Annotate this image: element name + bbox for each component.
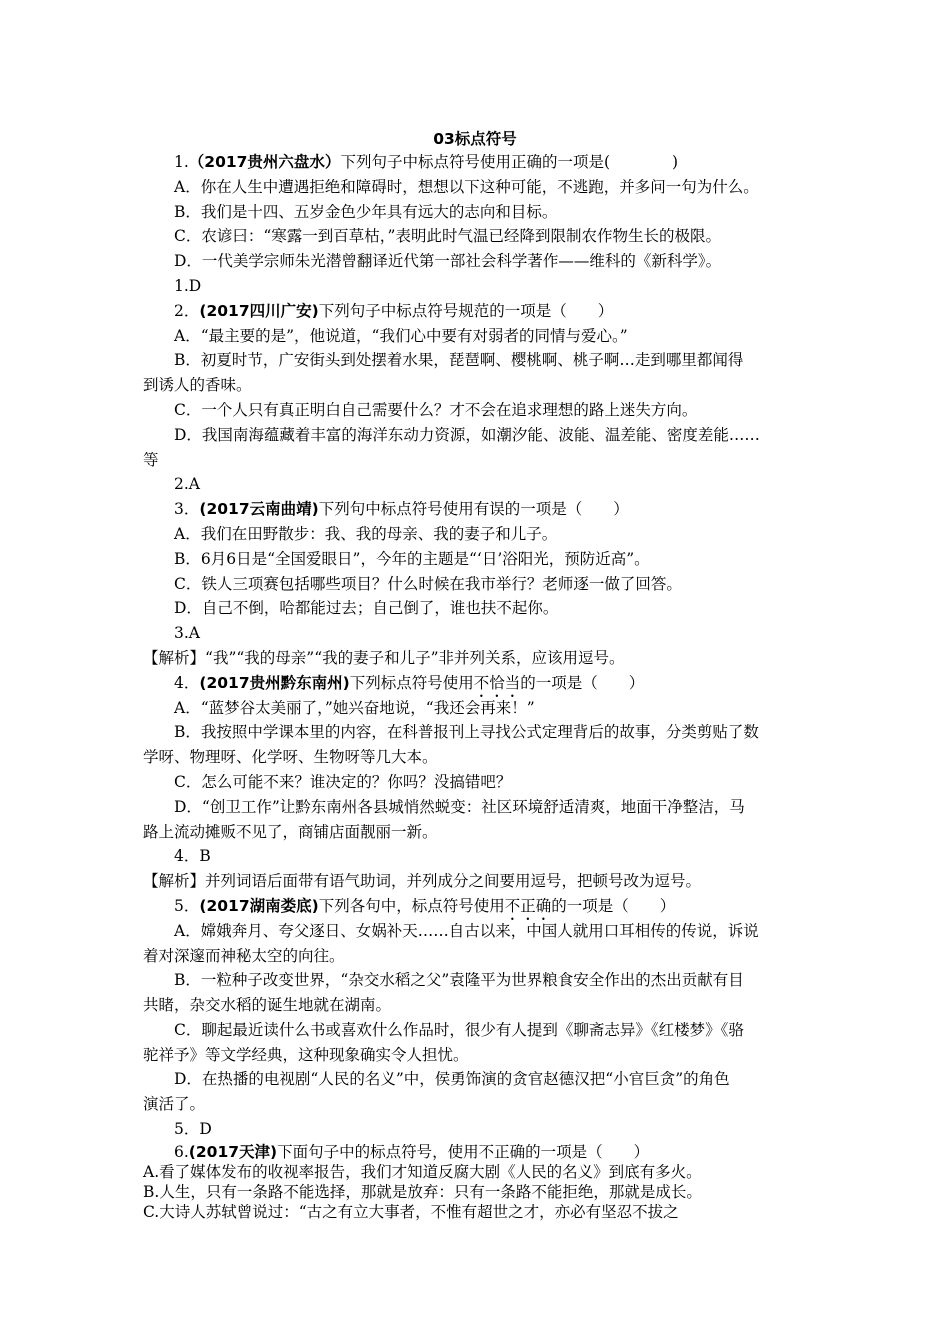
page-title: 03标点符号: [433, 130, 517, 148]
question-text: 下列标点符号使用: [349, 673, 474, 692]
option-a: A．“蓝梦谷太美丽了，”她兴奋地说，“我还会再来！”: [174, 698, 535, 717]
question-source: (2017云南曲靖): [199, 500, 319, 519]
option-b: B．一粒种子改变世界，“杂交水稻之父”袁隆平为世界粮食安全作出的杰出贡献有目: [174, 971, 744, 990]
answer: 3.A: [174, 624, 200, 643]
question-number: 4．: [174, 673, 200, 692]
question-source: (2017四川广安): [199, 301, 319, 320]
question-stem: [143, 299, 808, 324]
question-text: 下面句子中的标点符号，使用不正确的一项是（ ）: [277, 1142, 650, 1161]
question-text-end: 的一项是（ ）: [551, 896, 676, 915]
option-b: B．我按照中学课本里的内容，在科普报刊上寻找公式定理背后的故事，分类剪贴了数: [174, 723, 759, 742]
question-text: 下列各句中，标点符号使用: [318, 896, 505, 915]
question-number: 3．: [174, 500, 200, 519]
option-a: A．我们在田野散步：我、我的母亲、我的妻子和儿子。: [174, 524, 558, 543]
option-b: B.人生，只有一条路不能选择，那就是放弃：只有一条路不能拒绝，那就是成长。: [143, 1182, 702, 1201]
analysis-tag: 【解析】: [143, 872, 206, 891]
question-stem: [143, 671, 808, 696]
question-number: 2．: [174, 301, 200, 320]
analysis: [143, 869, 808, 894]
answer: 5．D: [174, 1120, 212, 1139]
question-source: (2017贵州黔东南州): [199, 673, 350, 692]
question-source: （2017贵州六盘水）: [188, 153, 341, 171]
question-stem: [143, 894, 808, 919]
question-stem: [143, 150, 808, 175]
option-a: A．“最主要的是”，他说道，“我们心中要有对弱者的同情与爱心。”: [174, 326, 628, 345]
option-a: A．嫦娥奔月、夸父逐日、女娲补天……自古以来，中国人就用口耳相传的传说，诉说: [174, 921, 759, 940]
option-b-cont: 学呀、物理呀、化学呀、生物呀等几大本。: [143, 748, 438, 767]
option-c: C．一个人只有真正明白自己需要什么？才不会在追求理想的路上迷失方向。: [174, 400, 698, 419]
question-text: 下列句中标点符号使用有误的一项是（ ）: [318, 500, 629, 519]
question-text-end: 的一项是（ ）: [520, 673, 645, 692]
question-number: 1.: [174, 153, 189, 171]
emphasis-text: 不正确: [504, 896, 552, 915]
option-a-cont: 着对深邃而神秘太空的向往。: [143, 946, 345, 965]
option-d-cont: 演活了。: [143, 1095, 206, 1114]
answer: 4．B: [174, 847, 211, 866]
option-d: D．一代美学宗师朱光潜曾翻译近代第一部社会科学著作——维科的《新科学》。: [174, 252, 722, 271]
question-text: 下列句子中标点符号使用正确的一项是( ): [340, 153, 679, 171]
option-c-cont: 驼祥予》等文学经典，这种现象确实令人担忧。: [143, 1045, 469, 1064]
option-b-cont: 到诱人的香味。: [143, 376, 252, 395]
question-stem: [143, 1142, 808, 1162]
answer: 1.D: [174, 276, 202, 295]
question-source: (2017天津): [188, 1142, 278, 1161]
option-a: A．你在人生中遭遇拒绝和障碍时，想想以下这种可能，不逃跑，并多问一句为什么。: [174, 177, 759, 196]
option-d: D．在热播的电视剧“人民的名义”中，侯勇饰演的贪官赵德汉把“小官巨贪”的角色: [174, 1070, 730, 1089]
question-stem: [143, 497, 808, 522]
option-b-cont: 共睹，杂交水稻的诞生地就在湖南。: [143, 996, 392, 1015]
question-source: (2017湖南娄底): [199, 896, 319, 915]
option-d: D．“创卫工作”让黔东南州各县城悄然蜕变：社区环境舒适清爽，地面干净整洁，马: [174, 797, 745, 816]
analysis-text: “我”“我的母亲”“我的妻子和儿子”非并列关系，应该用逗号。: [205, 648, 625, 667]
analysis-text: 并列词语后面带有语气助词，并列成分之间要用逗号，把顿号改为逗号。: [205, 872, 702, 891]
question-text: 下列句子中标点符号规范的一项是（ ）: [318, 301, 614, 320]
analysis: [143, 646, 808, 671]
analysis-tag: 【解析】: [143, 648, 206, 667]
option-c: C.大诗人苏轼曾说过：“古之有立大事者，不惟有超世之才，亦必有坚忍不拔之: [143, 1202, 679, 1221]
emphasis-text: 不恰当: [473, 673, 521, 692]
question-number: 5．: [174, 896, 200, 915]
option-d: D．我国南海蕴藏着丰富的海洋东动力资源，如潮汐能、波能、温差能、密度差能……: [174, 425, 760, 444]
option-d-cont: 路上流动摊贩不见了，商铺店面靓丽一新。: [143, 822, 438, 841]
option-d: D．自己不倒，哈都能过去；自己倒了，谁也扶不起你。: [174, 599, 559, 618]
question-number: 6.: [174, 1142, 189, 1161]
option-c: C．怎么可能不来？谁决定的？你吗？没搞错吧？: [174, 772, 512, 791]
option-b: B．6月6日是“全国爱眼日”，今年的主题是“‘日’浴阳光，预防近高”。: [174, 549, 650, 568]
option-b: B．我们是十四、五岁金色少年具有远大的志向和目标。: [174, 202, 558, 221]
option-c: C．农谚曰：“寒露一到百草枯，”表明此时气温已经降到限制农作物生长的极限。: [174, 227, 721, 246]
option-c: C．聊起最近读什么书或喜欢什么作品时，很少有人提到《聊斋志异》《红楼梦》《骆: [174, 1020, 744, 1039]
document-body: [143, 150, 808, 1222]
option-b: B．初夏时节，广安街头到处摆着水果，琵琶啊、樱桃啊、桃子啊…走到哪里都闻得: [174, 351, 744, 370]
option-a: A.看了媒体发布的收视率报告，我们才知道反腐大剧《人民的名义》到底有多火。: [143, 1162, 702, 1181]
option-d-cont: 等: [143, 450, 159, 469]
answer: 2.A: [174, 475, 200, 494]
option-c: C．铁人三项赛包括哪些项目？什么时候在我市举行？老师逐一做了回答。: [174, 574, 682, 593]
